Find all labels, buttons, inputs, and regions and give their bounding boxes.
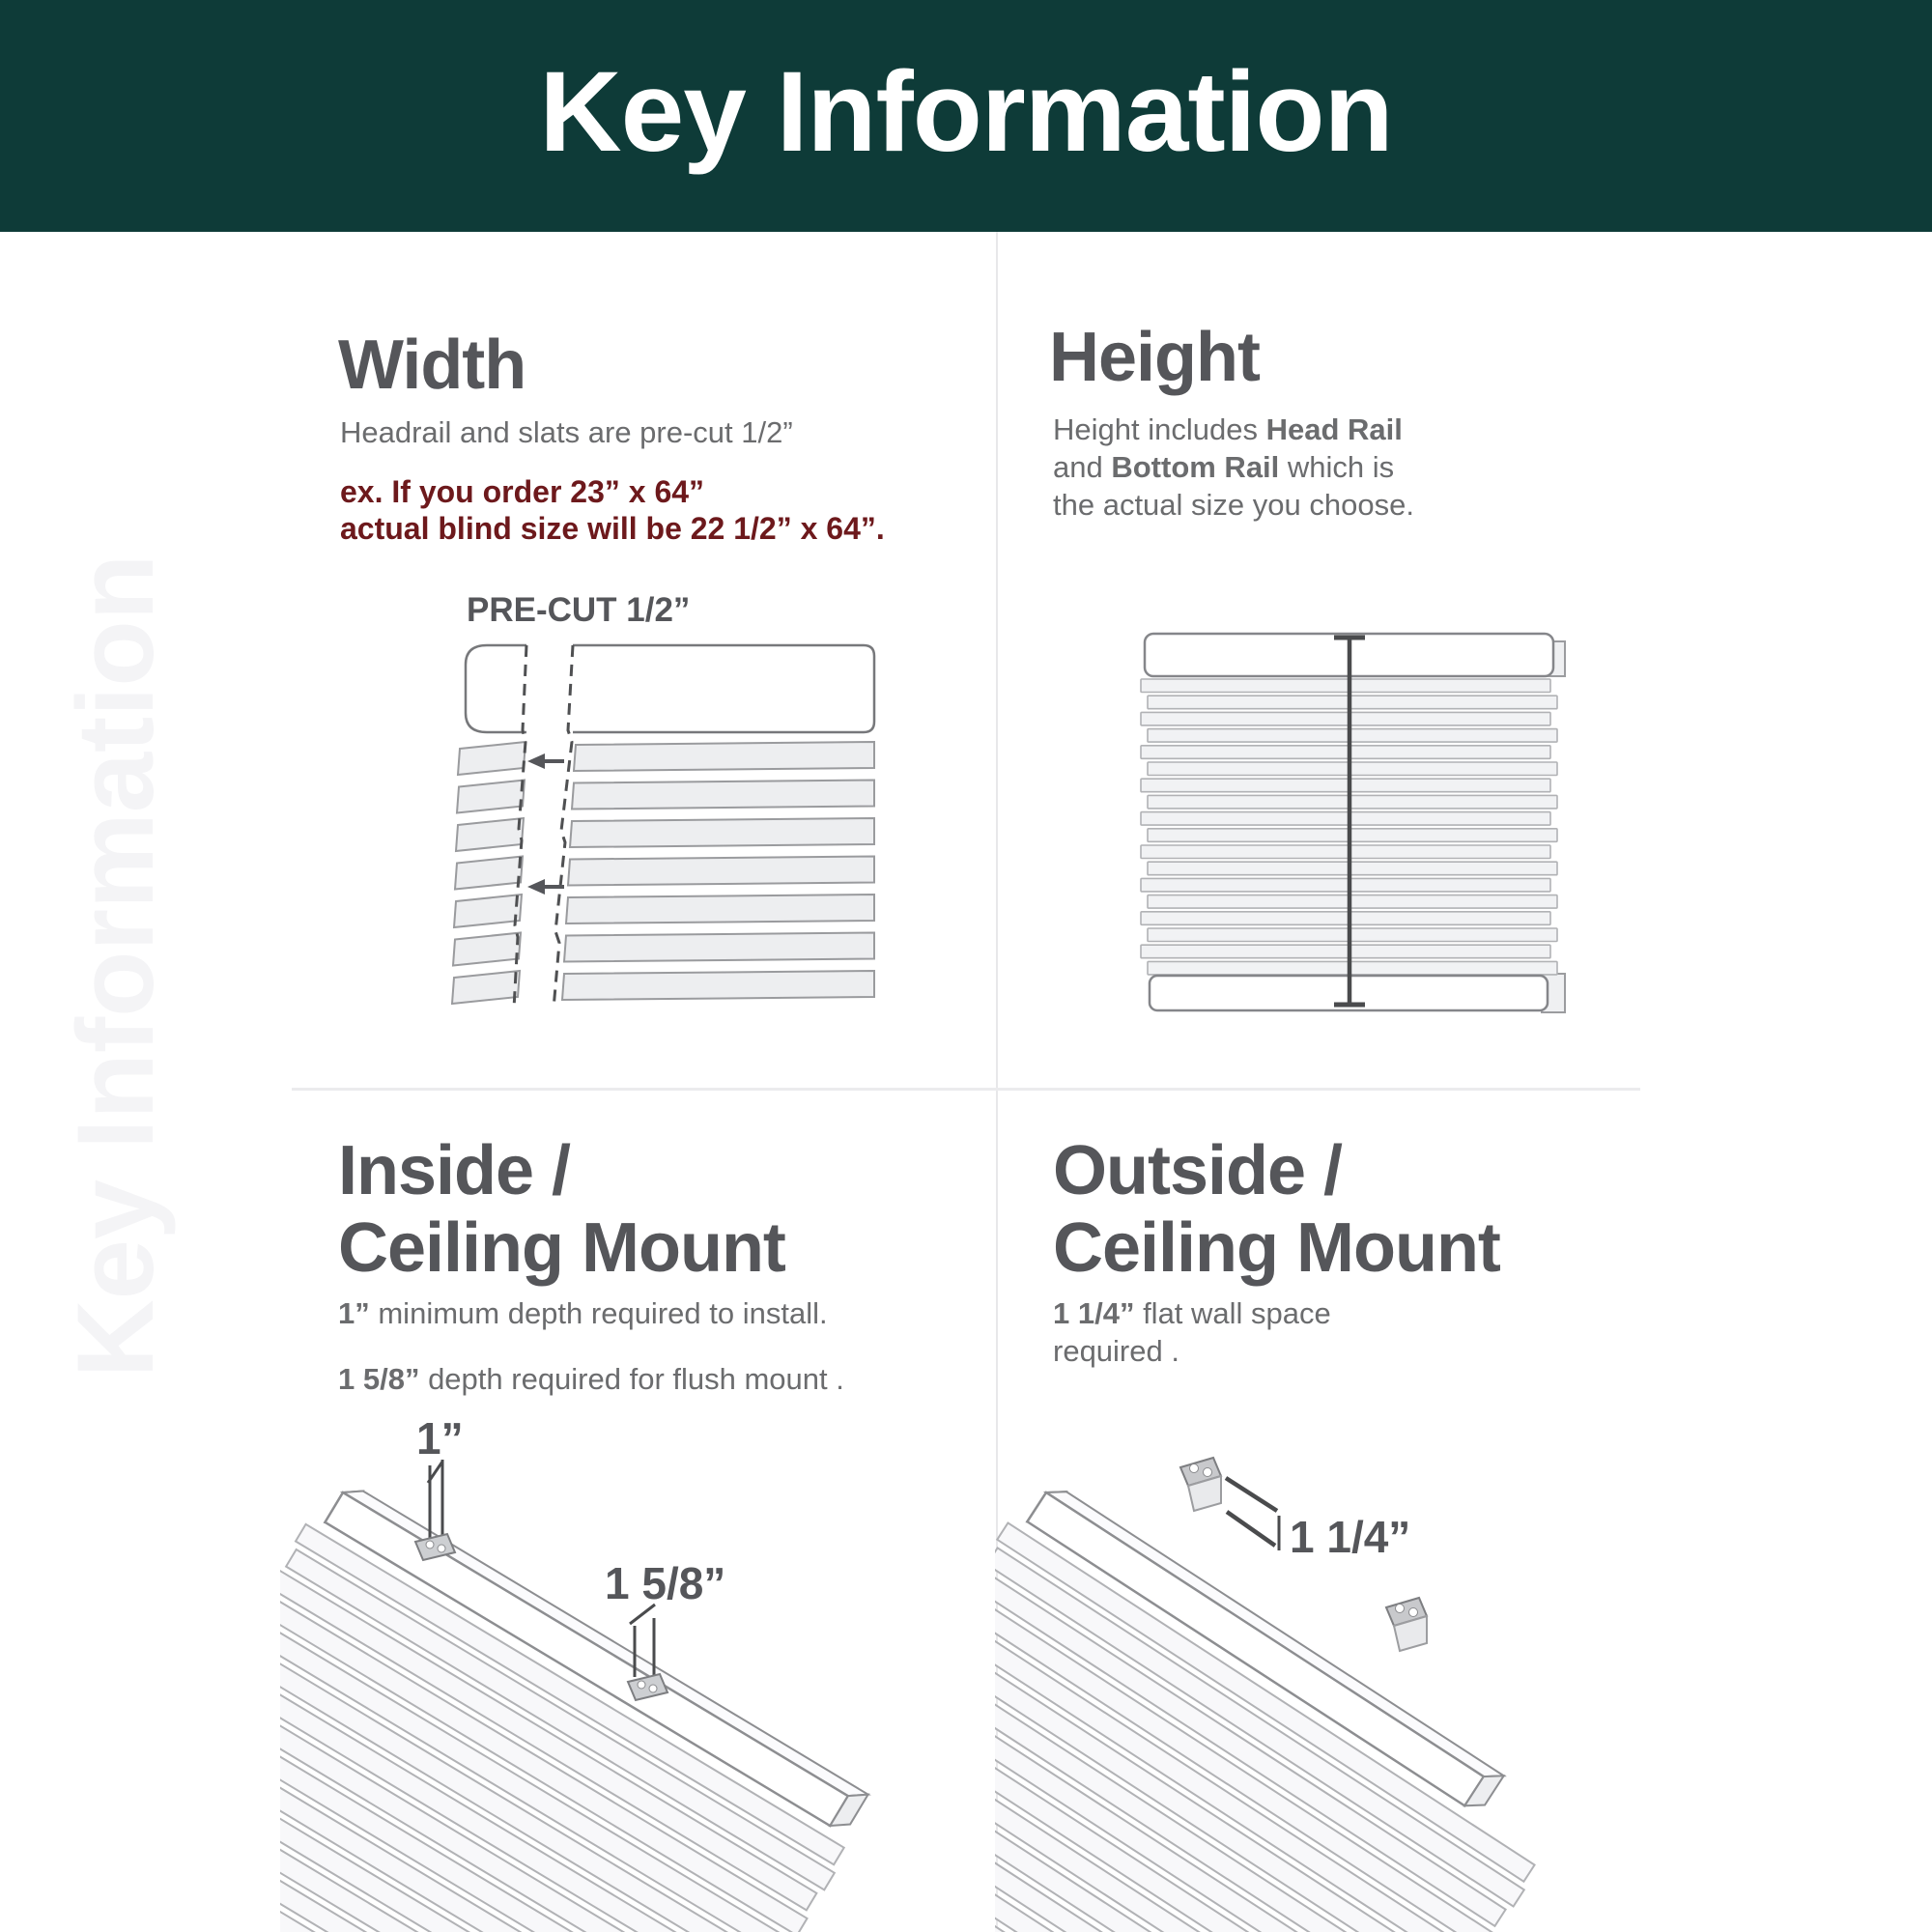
height-desc-seg: which is the actual size you choose.	[1053, 450, 1414, 522]
headrail-left-stub	[466, 645, 526, 732]
outside-mount-title	[1053, 1132, 1500, 1287]
width-example-line2: actual blind size will be 22 1/2” x 64”.	[340, 511, 885, 546]
width-section-title: Width	[338, 327, 526, 404]
outside-req-line2: required .	[1053, 1334, 1179, 1368]
outside-diagram-slats	[995, 1523, 1539, 1932]
head-rail-term: Head Rail	[1265, 412, 1403, 446]
page-title: Key Information	[539, 48, 1393, 176]
width-example-line1: ex. If you order 23” x 64”	[340, 474, 705, 509]
height-measure-diagram	[1101, 618, 1604, 1024]
inside-req1-text: minimum depth required to install.	[369, 1296, 828, 1330]
mounting-bracket-icon	[1386, 1598, 1427, 1651]
outside-req-text: flat wall space	[1134, 1296, 1331, 1330]
inside-req2-value: 1 5/8”	[338, 1362, 420, 1396]
inside-req1-value: 1”	[338, 1296, 370, 1330]
outside-blind-3d	[995, 1474, 1570, 1932]
precut-label: PRE-CUT 1/2”	[467, 591, 691, 629]
mounting-bracket-icon	[1180, 1458, 1221, 1511]
outside-req-value: 1 1/4”	[1053, 1296, 1135, 1330]
header-band	[0, 0, 1932, 232]
cut-arrow-icon	[527, 753, 564, 769]
width-precut-diagram	[319, 580, 898, 1014]
outside-label-114: 1 1/4”	[1290, 1512, 1411, 1562]
inside-mount-diagram	[280, 1406, 918, 1932]
outside-measure-lines	[1226, 1478, 1279, 1550]
height-desc-seg: and	[1053, 450, 1112, 484]
outside-title-line1: Outside /	[1053, 1132, 1343, 1209]
width-description: Headrail and slats are pre-cut 1/2”	[340, 415, 793, 449]
horizontal-divider	[292, 1088, 1640, 1091]
inside-measure-1in	[428, 1460, 442, 1539]
watermark-text: Key Information	[55, 554, 176, 1378]
bottom-rail-term: Bottom Rail	[1111, 450, 1280, 484]
inside-title-line1: Inside /	[338, 1132, 571, 1209]
height-section-title: Height	[1049, 319, 1260, 396]
height-description	[1053, 411, 1430, 524]
inside-label-flush: 1 5/8”	[605, 1558, 726, 1608]
inside-label-1in: 1”	[416, 1413, 464, 1463]
height-desc-seg: Height includes	[1053, 412, 1266, 446]
outside-title-line2: Ceiling Mount	[1053, 1209, 1500, 1287]
headrail-main	[573, 645, 874, 732]
inside-requirement-2	[338, 1360, 844, 1398]
inside-req2-text: depth required for flush mount .	[419, 1362, 844, 1396]
inside-title-line2: Ceiling Mount	[338, 1209, 785, 1287]
inside-blind-3d	[280, 1474, 878, 1932]
inside-diagram-slats	[280, 1524, 848, 1932]
cut-arrow-icon	[527, 879, 564, 895]
width-example-note	[340, 473, 885, 547]
width-diagram-slats	[452, 742, 874, 1004]
inside-mount-title	[338, 1132, 785, 1287]
inside-requirement-1	[338, 1294, 828, 1332]
outside-requirement	[1053, 1294, 1343, 1370]
outside-mount-diagram	[995, 1406, 1633, 1932]
